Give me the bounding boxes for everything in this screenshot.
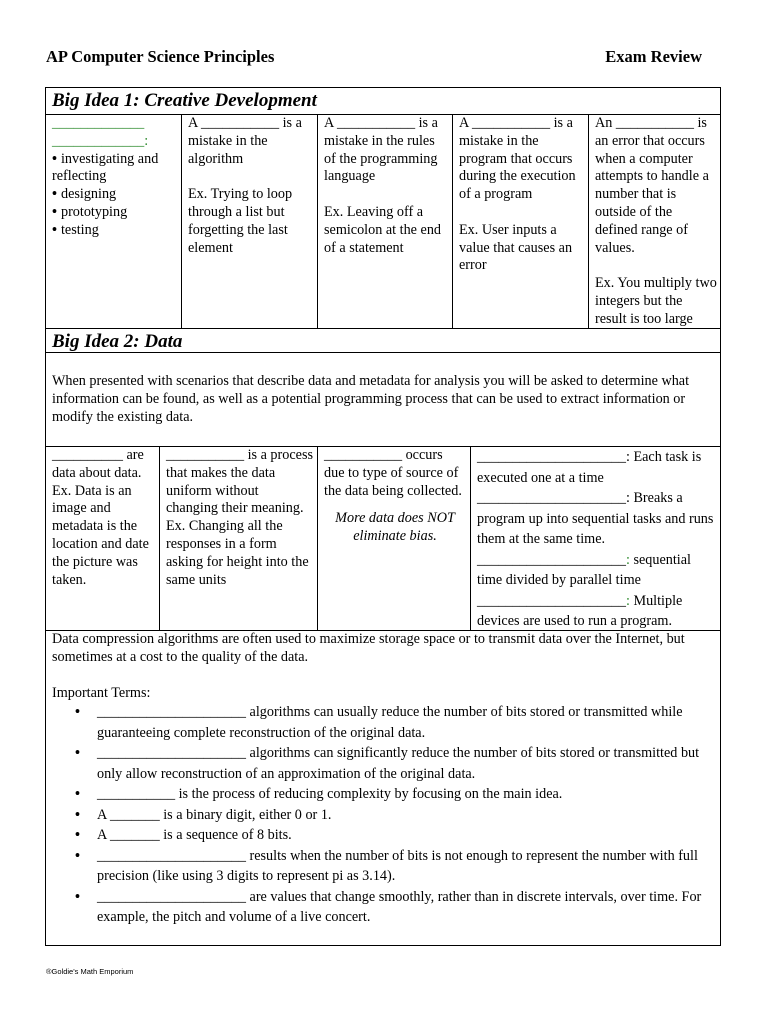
syntax-error-cell: A ___________ is a mistake in the rules of the programming language Ex. Leaving off a semicolon at the end of a statement <box>324 115 442 256</box>
distributed-computing-item: _____________________: Multiple devices are used to run a program. <box>477 592 683 629</box>
compression-section <box>46 631 720 928</box>
terms-heading: Important Terms: <box>52 684 151 701</box>
list-item: • A _______ is a sequence of 8 bits. <box>97 825 720 846</box>
process-steps-list <box>52 151 177 240</box>
overflow-error-cell: An ___________ is an error that occurs when a computer attempts to handle a number that is outside of the defined range of values. Ex. You multiply two integers but the result is too large <box>595 115 717 327</box>
copyright-footer: ®Goldie's Math Emporium <box>46 967 134 976</box>
list-item: • designing <box>52 186 177 204</box>
list-item: • _____________________ algorithms can significantly reduce the number of bits stored or transmitted but only allow reconstruction of an approximation of the original data. <box>97 743 720 784</box>
runtime-error-cell: A ___________ is a mistake in the program that occurs during the execution of a program Ex. User inputs a value that causes an error <box>459 115 576 274</box>
review-table <box>45 87 721 946</box>
bias-note: More data does NOT eliminate bias. <box>335 510 455 545</box>
blank-line: _____________ <box>52 132 145 149</box>
blank-line: _____________ <box>52 115 145 131</box>
list-item: • investigating and reflecting <box>52 151 177 187</box>
list-item: • _____________________ algorithms can usually reduce the number of bits stored or transmitted while guaranteeing complete reconstruction of the original data. <box>97 702 720 743</box>
list-item: • A _______ is a binary digit, either 0 or 1. <box>97 805 720 826</box>
bias-cell <box>318 447 470 630</box>
list-item: • prototyping <box>52 204 177 222</box>
big-idea-2-title: Big Idea 2: Data <box>52 331 183 352</box>
computing-models-cell <box>471 447 721 630</box>
parallel-computing-item: _____________________: Breaks a program up into sequential tasks and runs them at the same time. <box>477 490 714 547</box>
big-idea-2-row <box>46 447 720 630</box>
colon: : <box>144 132 149 149</box>
cleaning-data-cell: ___________ is a process that makes the data uniform without changing their meaning. Ex. Changing all the responses in a form asking for height into the same units <box>166 447 313 588</box>
compression-paragraph: Data compression algorithms are often used to maximize storage space or to transmit data over the Internet, but sometimes at a cost to the quality of the data. <box>52 631 685 665</box>
speedup-item: _____________________: sequential time divided by parallel time <box>477 551 691 588</box>
course-title: AP Computer Science Principles <box>46 47 275 66</box>
data-intro-paragraph: When presented with scenarios that describe data and metadata for analysis you will be asked to determine what information can be found, as well as a potential programming process that can be used to extract information or modify the existing data. <box>52 373 690 425</box>
big-idea-1-row <box>46 115 720 328</box>
list-item: • testing <box>52 222 177 240</box>
sequential-computing-item: _____________________: Each task is executed one at a time <box>477 449 702 486</box>
terms-list <box>46 702 720 928</box>
list-item: • ___________ is the process of reducing complexity by focusing on the main idea. <box>97 784 720 805</box>
big-idea-1-title: Big Idea 1: Creative Development <box>52 90 317 111</box>
bias-text: ___________ occurs due to type of source of the data being collected. <box>324 447 462 499</box>
exam-review-title: Exam Review <box>605 47 702 66</box>
logic-error-cell: A ___________ is a mistake in the algorithm Ex. Trying to loop through a list but forgetting the last element <box>188 115 302 256</box>
metadata-cell: __________ are data about data. Ex. Data is an image and metadata is the location and date the picture was taken. <box>52 447 149 588</box>
creative-process-cell <box>46 115 181 328</box>
list-item: • _____________________ results when the number of bits is not enough to represent the number with full precision (like using 3 digits to represent pi as 3.14). <box>97 846 720 887</box>
list-item: • _____________________ are values that change smoothly, rather than in discrete intervals, over time. For example, the pitch and volume of a live concert. <box>97 887 720 928</box>
